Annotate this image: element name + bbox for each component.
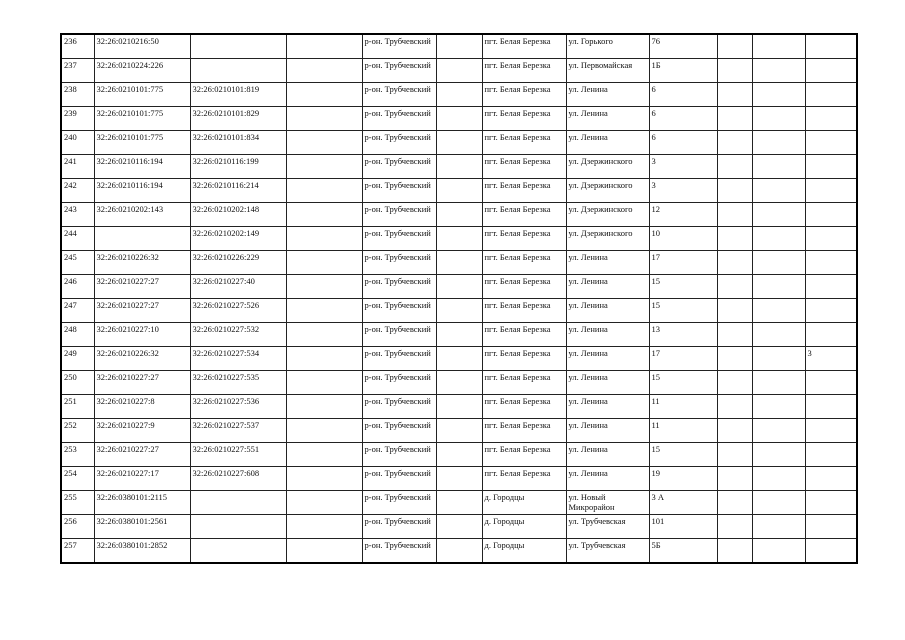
object-cadastral-number-cell xyxy=(190,491,286,515)
extra-value-cell xyxy=(805,203,857,227)
house-number-cell: 6 xyxy=(649,83,717,107)
empty-cell xyxy=(436,275,482,299)
object-cadastral-number-cell: 32:26:0210227:537 xyxy=(190,419,286,443)
district-cell: р-он. Трубчевский xyxy=(362,275,436,299)
empty-cell xyxy=(752,83,805,107)
empty-cell xyxy=(436,131,482,155)
empty-cell xyxy=(436,203,482,227)
object-cadastral-number-cell: 32:26:0210227:526 xyxy=(190,299,286,323)
empty-cell xyxy=(286,299,362,323)
empty-cell xyxy=(717,83,752,107)
district-cell: р-он. Трубчевский xyxy=(362,83,436,107)
object-cadastral-number-cell: 32:26:0210101:829 xyxy=(190,107,286,131)
settlement-cell: пгт. Белая Березка xyxy=(482,131,566,155)
empty-cell xyxy=(286,83,362,107)
table-body xyxy=(61,34,857,563)
empty-cell xyxy=(717,34,752,59)
empty-cell xyxy=(717,227,752,251)
cadastral-number-cell: 32:26:0210226:32 xyxy=(94,251,190,275)
extra-value-cell xyxy=(805,59,857,83)
empty-cell xyxy=(286,227,362,251)
district-cell: р-он. Трубчевский xyxy=(362,59,436,83)
street-cell: ул. Горького xyxy=(566,34,649,59)
house-number-cell: 12 xyxy=(649,203,717,227)
district-cell: р-он. Трубчевский xyxy=(362,155,436,179)
empty-cell xyxy=(752,395,805,419)
object-cadastral-number-cell xyxy=(190,34,286,59)
extra-value-cell: 3 xyxy=(805,347,857,371)
district-cell: р-он. Трубчевский xyxy=(362,347,436,371)
table-row xyxy=(61,275,857,299)
street-cell: ул. Ленина xyxy=(566,371,649,395)
house-number-cell: 3 xyxy=(649,179,717,203)
settlement-cell: пгт. Белая Березка xyxy=(482,419,566,443)
extra-value-cell xyxy=(805,83,857,107)
empty-cell xyxy=(752,347,805,371)
empty-cell xyxy=(286,179,362,203)
cadastral-number-cell: 32:26:0210101:775 xyxy=(94,107,190,131)
cadastral-number-cell: 32:26:0210227:10 xyxy=(94,323,190,347)
empty-cell xyxy=(436,251,482,275)
extra-value-cell xyxy=(805,251,857,275)
empty-cell xyxy=(717,443,752,467)
table-row xyxy=(61,323,857,347)
empty-cell xyxy=(717,491,752,515)
table-row xyxy=(61,155,857,179)
row-number-cell: 243 xyxy=(61,203,94,227)
district-cell: р-он. Трубчевский xyxy=(362,34,436,59)
district-cell: р-он. Трубчевский xyxy=(362,539,436,564)
object-cadastral-number-cell: 32:26:0210202:148 xyxy=(190,203,286,227)
row-number-cell: 237 xyxy=(61,59,94,83)
district-cell: р-он. Трубчевский xyxy=(362,515,436,539)
cadastral-number-cell xyxy=(94,227,190,251)
empty-cell xyxy=(436,107,482,131)
street-cell: ул. Ленина xyxy=(566,299,649,323)
table-row xyxy=(61,299,857,323)
settlement-cell: пгт. Белая Березка xyxy=(482,323,566,347)
cadastral-number-cell: 32:26:0210227:8 xyxy=(94,395,190,419)
settlement-cell: пгт. Белая Березка xyxy=(482,83,566,107)
settlement-cell: пгт. Белая Березка xyxy=(482,59,566,83)
empty-cell xyxy=(286,275,362,299)
settlement-cell: д. Городцы xyxy=(482,491,566,515)
table-row xyxy=(61,131,857,155)
street-cell: ул. Новый Микрорайон xyxy=(566,491,649,515)
empty-cell xyxy=(286,491,362,515)
house-number-cell: 10 xyxy=(649,227,717,251)
object-cadastral-number-cell: 32:26:0210226:229 xyxy=(190,251,286,275)
street-cell: ул. Дзержинского xyxy=(566,155,649,179)
empty-cell xyxy=(286,371,362,395)
row-number-cell: 241 xyxy=(61,155,94,179)
empty-cell xyxy=(752,251,805,275)
empty-cell xyxy=(717,467,752,491)
empty-cell xyxy=(286,419,362,443)
object-cadastral-number-cell: 32:26:0210227:40 xyxy=(190,275,286,299)
empty-cell xyxy=(752,131,805,155)
row-number-cell: 253 xyxy=(61,443,94,467)
cadastral-number-cell: 32:26:0210101:775 xyxy=(94,83,190,107)
settlement-cell: д. Городцы xyxy=(482,539,566,564)
cadastral-number-cell: 32:26:0380101:2852 xyxy=(94,539,190,564)
object-cadastral-number-cell: 32:26:0210227:536 xyxy=(190,395,286,419)
row-number-cell: 238 xyxy=(61,83,94,107)
extra-value-cell xyxy=(805,515,857,539)
object-cadastral-number-cell: 32:26:0210116:199 xyxy=(190,155,286,179)
empty-cell xyxy=(436,323,482,347)
empty-cell xyxy=(752,155,805,179)
cadastral-number-cell: 32:26:0210227:9 xyxy=(94,419,190,443)
extra-value-cell xyxy=(805,155,857,179)
street-cell: ул. Трубчевская xyxy=(566,539,649,564)
district-cell: р-он. Трубчевский xyxy=(362,371,436,395)
row-number-cell: 249 xyxy=(61,347,94,371)
empty-cell xyxy=(286,59,362,83)
house-number-cell: 5Б xyxy=(649,539,717,564)
settlement-cell: пгт. Белая Березка xyxy=(482,34,566,59)
settlement-cell: пгт. Белая Березка xyxy=(482,371,566,395)
row-number-cell: 256 xyxy=(61,515,94,539)
object-cadastral-number-cell xyxy=(190,59,286,83)
street-cell: ул. Ленина xyxy=(566,395,649,419)
row-number-cell: 257 xyxy=(61,539,94,564)
settlement-cell: пгт. Белая Березка xyxy=(482,395,566,419)
district-cell: р-он. Трубчевский xyxy=(362,419,436,443)
settlement-cell: д. Городцы xyxy=(482,515,566,539)
cadastral-number-cell: 32:26:0380101:2115 xyxy=(94,491,190,515)
empty-cell xyxy=(717,275,752,299)
cadastral-number-cell: 32:26:0210227:27 xyxy=(94,299,190,323)
extra-value-cell xyxy=(805,107,857,131)
extra-value-cell xyxy=(805,131,857,155)
object-cadastral-number-cell: 32:26:0210227:532 xyxy=(190,323,286,347)
house-number-cell: 101 xyxy=(649,515,717,539)
empty-cell xyxy=(752,323,805,347)
empty-cell xyxy=(752,227,805,251)
empty-cell xyxy=(717,539,752,564)
settlement-cell: пгт. Белая Березка xyxy=(482,179,566,203)
table-row xyxy=(61,59,857,83)
empty-cell xyxy=(436,34,482,59)
empty-cell xyxy=(286,443,362,467)
district-cell: р-он. Трубчевский xyxy=(362,203,436,227)
house-number-cell: 11 xyxy=(649,395,717,419)
empty-cell xyxy=(752,491,805,515)
row-number-cell: 239 xyxy=(61,107,94,131)
object-cadastral-number-cell: 32:26:0210227:551 xyxy=(190,443,286,467)
empty-cell xyxy=(286,203,362,227)
table-row xyxy=(61,539,857,564)
street-cell: ул. Дзержинского xyxy=(566,203,649,227)
empty-cell xyxy=(436,467,482,491)
cadastral-number-cell: 32:26:0210226:32 xyxy=(94,347,190,371)
house-number-cell: 19 xyxy=(649,467,717,491)
empty-cell xyxy=(752,34,805,59)
empty-cell xyxy=(436,83,482,107)
extra-value-cell xyxy=(805,539,857,564)
object-cadastral-number-cell: 32:26:0210202:149 xyxy=(190,227,286,251)
object-cadastral-number-cell: 32:26:0210116:214 xyxy=(190,179,286,203)
settlement-cell: пгт. Белая Березка xyxy=(482,299,566,323)
object-cadastral-number-cell: 32:26:0210227:535 xyxy=(190,371,286,395)
empty-cell xyxy=(752,59,805,83)
extra-value-cell xyxy=(805,299,857,323)
empty-cell xyxy=(752,515,805,539)
empty-cell xyxy=(286,347,362,371)
table-row xyxy=(61,34,857,59)
street-cell: ул. Ленина xyxy=(566,323,649,347)
extra-value-cell xyxy=(805,323,857,347)
settlement-cell: пгт. Белая Березка xyxy=(482,467,566,491)
empty-cell xyxy=(286,155,362,179)
empty-cell xyxy=(717,59,752,83)
empty-cell xyxy=(286,539,362,564)
district-cell: р-он. Трубчевский xyxy=(362,251,436,275)
house-number-cell: 1Б xyxy=(649,59,717,83)
settlement-cell: пгт. Белая Березка xyxy=(482,203,566,227)
cadastral-number-cell: 32:26:0210227:27 xyxy=(94,371,190,395)
empty-cell xyxy=(436,371,482,395)
empty-cell xyxy=(436,179,482,203)
settlement-cell: пгт. Белая Березка xyxy=(482,227,566,251)
empty-cell xyxy=(717,299,752,323)
table-row xyxy=(61,467,857,491)
row-number-cell: 242 xyxy=(61,179,94,203)
empty-cell xyxy=(752,107,805,131)
object-cadastral-number-cell: 32:26:0210101:819 xyxy=(190,83,286,107)
cadastral-number-cell: 32:26:0210227:27 xyxy=(94,275,190,299)
empty-cell xyxy=(286,323,362,347)
empty-cell xyxy=(436,347,482,371)
cadastral-number-cell: 32:26:0380101:2561 xyxy=(94,515,190,539)
street-cell: ул. Трубчевская xyxy=(566,515,649,539)
table-row xyxy=(61,395,857,419)
street-cell: ул. Дзержинского xyxy=(566,227,649,251)
empty-cell xyxy=(717,395,752,419)
document-page xyxy=(60,33,858,564)
empty-cell xyxy=(436,395,482,419)
settlement-cell: пгт. Белая Березка xyxy=(482,107,566,131)
row-number-cell: 255 xyxy=(61,491,94,515)
table-row xyxy=(61,227,857,251)
row-number-cell: 244 xyxy=(61,227,94,251)
empty-cell xyxy=(752,371,805,395)
row-number-cell: 240 xyxy=(61,131,94,155)
extra-value-cell xyxy=(805,395,857,419)
object-cadastral-number-cell: 32:26:0210101:834 xyxy=(190,131,286,155)
empty-cell xyxy=(436,443,482,467)
empty-cell xyxy=(286,395,362,419)
extra-value-cell xyxy=(805,34,857,59)
object-cadastral-number-cell: 32:26:0210227:608 xyxy=(190,467,286,491)
district-cell: р-он. Трубчевский xyxy=(362,491,436,515)
district-cell: р-он. Трубчевский xyxy=(362,131,436,155)
house-number-cell: 6 xyxy=(649,131,717,155)
empty-cell xyxy=(717,131,752,155)
extra-value-cell xyxy=(805,419,857,443)
cadastral-number-cell: 32:26:0210101:775 xyxy=(94,131,190,155)
street-cell: ул. Ленина xyxy=(566,107,649,131)
cadastral-number-cell: 32:26:0210202:143 xyxy=(94,203,190,227)
cadastral-number-cell: 32:26:0210227:17 xyxy=(94,467,190,491)
house-number-cell: 17 xyxy=(649,251,717,275)
empty-cell xyxy=(717,179,752,203)
row-number-cell: 247 xyxy=(61,299,94,323)
row-number-cell: 248 xyxy=(61,323,94,347)
table-row xyxy=(61,515,857,539)
cadastral-number-cell: 32:26:0210227:27 xyxy=(94,443,190,467)
district-cell: р-он. Трубчевский xyxy=(362,323,436,347)
table-row xyxy=(61,107,857,131)
settlement-cell: пгт. Белая Березка xyxy=(482,347,566,371)
extra-value-cell xyxy=(805,467,857,491)
extra-value-cell xyxy=(805,371,857,395)
street-cell: ул. Ленина xyxy=(566,467,649,491)
empty-cell xyxy=(286,515,362,539)
empty-cell xyxy=(717,203,752,227)
cadastral-number-cell: 32:26:0210216:50 xyxy=(94,34,190,59)
empty-cell xyxy=(752,443,805,467)
street-cell: ул. Ленина xyxy=(566,275,649,299)
house-number-cell: 76 xyxy=(649,34,717,59)
district-cell: р-он. Трубчевский xyxy=(362,443,436,467)
house-number-cell: 13 xyxy=(649,323,717,347)
row-number-cell: 245 xyxy=(61,251,94,275)
empty-cell xyxy=(286,131,362,155)
house-number-cell: 17 xyxy=(649,347,717,371)
empty-cell xyxy=(436,491,482,515)
object-cadastral-number-cell: 32:26:0210227:534 xyxy=(190,347,286,371)
address-registry-table xyxy=(60,33,858,564)
empty-cell xyxy=(436,515,482,539)
empty-cell xyxy=(752,467,805,491)
table-row xyxy=(61,371,857,395)
empty-cell xyxy=(436,419,482,443)
house-number-cell: 15 xyxy=(649,371,717,395)
empty-cell xyxy=(752,179,805,203)
street-cell: ул. Ленина xyxy=(566,131,649,155)
district-cell: р-он. Трубчевский xyxy=(362,395,436,419)
empty-cell xyxy=(752,299,805,323)
house-number-cell: 6 xyxy=(649,107,717,131)
empty-cell xyxy=(717,323,752,347)
empty-cell xyxy=(717,347,752,371)
district-cell: р-он. Трубчевский xyxy=(362,467,436,491)
empty-cell xyxy=(717,419,752,443)
house-number-cell: 3 xyxy=(649,155,717,179)
extra-value-cell xyxy=(805,275,857,299)
empty-cell xyxy=(717,371,752,395)
house-number-cell: 3 А xyxy=(649,491,717,515)
cadastral-number-cell: 32:26:0210116:194 xyxy=(94,155,190,179)
table-row xyxy=(61,83,857,107)
object-cadastral-number-cell xyxy=(190,515,286,539)
empty-cell xyxy=(752,275,805,299)
district-cell: р-он. Трубчевский xyxy=(362,179,436,203)
empty-cell xyxy=(436,227,482,251)
empty-cell xyxy=(436,299,482,323)
table-row xyxy=(61,179,857,203)
empty-cell xyxy=(286,34,362,59)
row-number-cell: 252 xyxy=(61,419,94,443)
street-cell: ул. Ленина xyxy=(566,443,649,467)
settlement-cell: пгт. Белая Березка xyxy=(482,275,566,299)
extra-value-cell xyxy=(805,227,857,251)
street-cell: ул. Ленина xyxy=(566,419,649,443)
settlement-cell: пгт. Белая Березка xyxy=(482,443,566,467)
district-cell: р-он. Трубчевский xyxy=(362,107,436,131)
settlement-cell: пгт. Белая Березка xyxy=(482,251,566,275)
street-cell: ул. Ленина xyxy=(566,251,649,275)
house-number-cell: 15 xyxy=(649,299,717,323)
district-cell: р-он. Трубчевский xyxy=(362,227,436,251)
empty-cell xyxy=(752,203,805,227)
empty-cell xyxy=(717,107,752,131)
empty-cell xyxy=(717,515,752,539)
house-number-cell: 11 xyxy=(649,419,717,443)
empty-cell xyxy=(717,251,752,275)
settlement-cell: пгт. Белая Березка xyxy=(482,155,566,179)
empty-cell xyxy=(436,59,482,83)
table-row xyxy=(61,491,857,515)
extra-value-cell xyxy=(805,491,857,515)
empty-cell xyxy=(752,419,805,443)
empty-cell xyxy=(286,107,362,131)
house-number-cell: 15 xyxy=(649,443,717,467)
empty-cell xyxy=(436,539,482,564)
cadastral-number-cell: 32:26:0210224:226 xyxy=(94,59,190,83)
empty-cell xyxy=(286,251,362,275)
row-number-cell: 254 xyxy=(61,467,94,491)
cadastral-number-cell: 32:26:0210116:194 xyxy=(94,179,190,203)
street-cell: ул. Первомайская xyxy=(566,59,649,83)
empty-cell xyxy=(286,467,362,491)
row-number-cell: 246 xyxy=(61,275,94,299)
row-number-cell: 236 xyxy=(61,34,94,59)
street-cell: ул. Ленина xyxy=(566,83,649,107)
table-row xyxy=(61,443,857,467)
row-number-cell: 250 xyxy=(61,371,94,395)
empty-cell xyxy=(717,155,752,179)
extra-value-cell xyxy=(805,179,857,203)
district-cell: р-он. Трубчевский xyxy=(362,299,436,323)
table-row xyxy=(61,419,857,443)
street-cell: ул. Ленина xyxy=(566,347,649,371)
table-row xyxy=(61,251,857,275)
empty-cell xyxy=(436,155,482,179)
table-row xyxy=(61,203,857,227)
street-cell: ул. Дзержинского xyxy=(566,179,649,203)
object-cadastral-number-cell xyxy=(190,539,286,564)
house-number-cell: 15 xyxy=(649,275,717,299)
empty-cell xyxy=(752,539,805,564)
extra-value-cell xyxy=(805,443,857,467)
table-row xyxy=(61,347,857,371)
row-number-cell: 251 xyxy=(61,395,94,419)
